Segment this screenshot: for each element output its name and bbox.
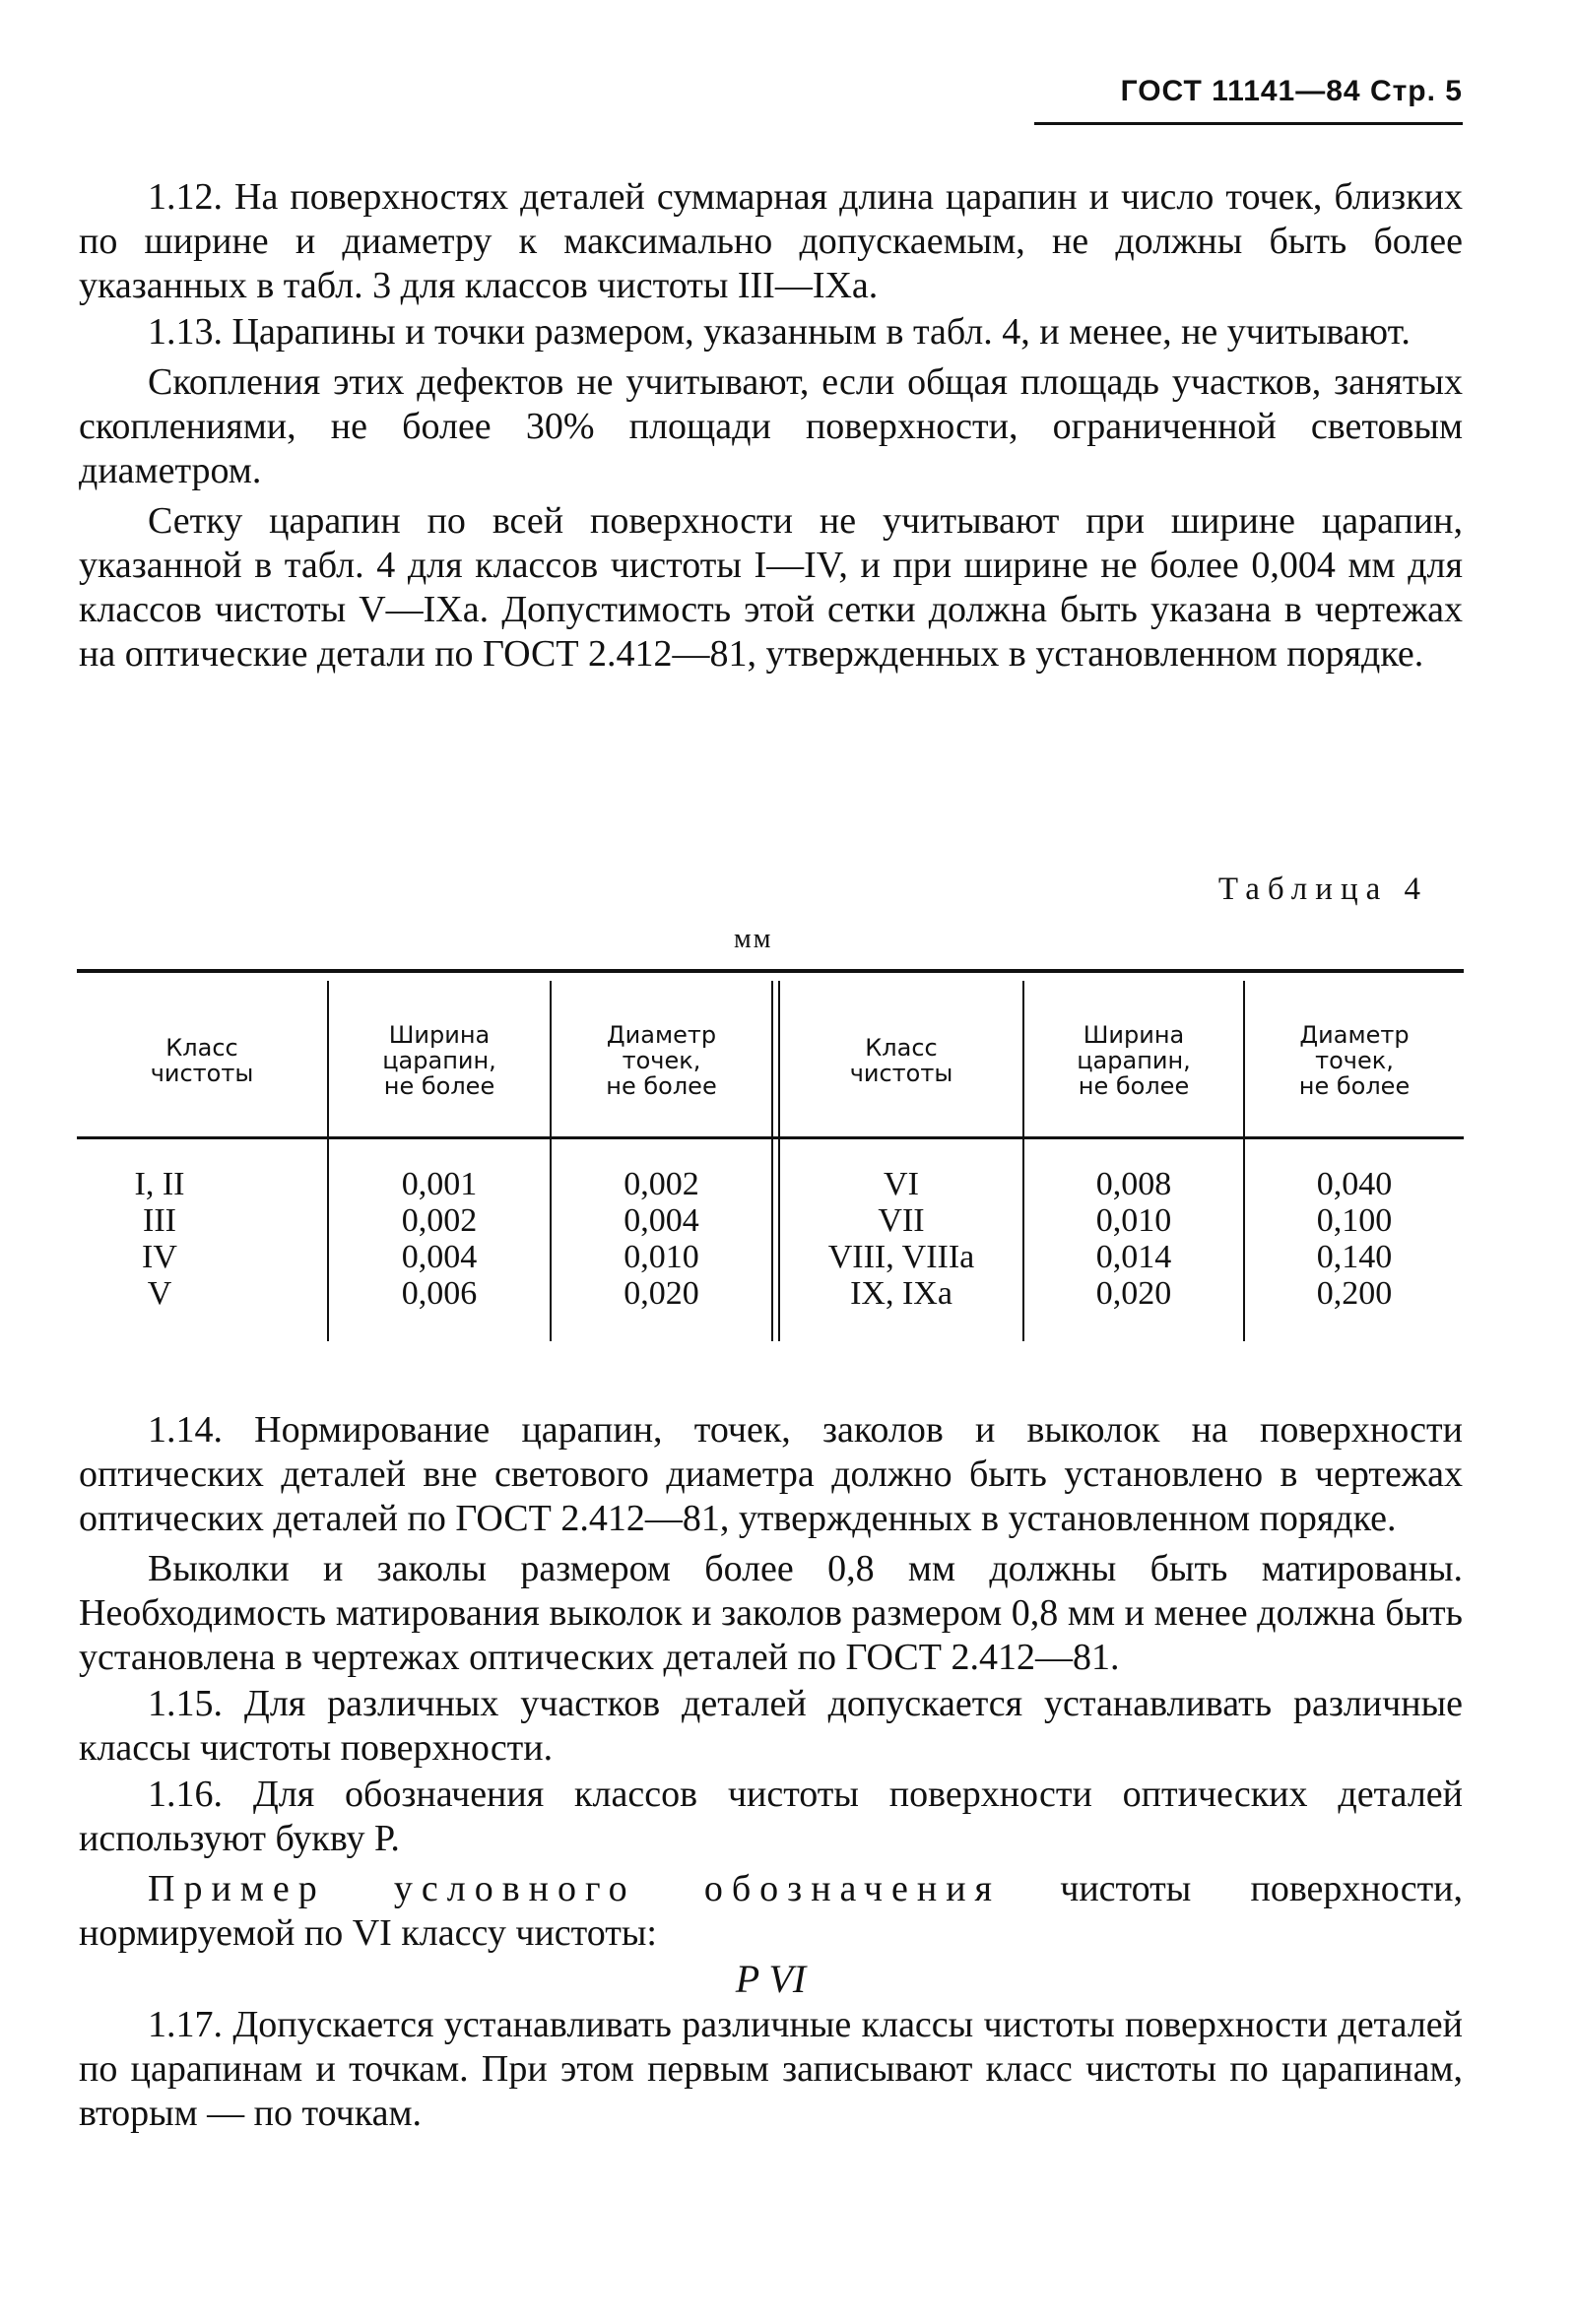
paragraph-1-13: 1.13. Царапины и точки размером, указанным в табл. 4, и менее, не учитывают. xyxy=(148,311,1411,353)
text-block-bottom xyxy=(79,1408,1463,2136)
column-point-diameter-1: 0,002 0,004 0,010 0,020 xyxy=(624,1166,699,1312)
page-header: ГОСТ 11141—84 Стр. 5 xyxy=(1120,75,1463,107)
paragraph-scratch-grid: Сетку царапин по всей поверхности не учитывают при ширине царапин, указанной в табл. 4 для классов чистоты I—IV, и при ширине не более 0,004 мм для классов чистоты V—IXa. Допустимость этой сетки должна быть указана в чертежах на оптические детали по ГОСТ 2.412—81, утвержденных в установленном порядке. xyxy=(79,500,1463,675)
column-point-diameter-2: 0,040 0,100 0,140 0,200 xyxy=(1316,1166,1393,1312)
paragraph-1-17: 1.17. Допускается устанавливать различные классы чистоты поверхности деталей по царапинам и точкам. При этом первым записывают класс чистоты по царапинам, вторым — по точкам. xyxy=(79,2004,1463,2134)
paragraph-chips: Выколки и заколы размером более 0,8 мм должны быть матированы. Необходимость матирования выколок и заколов размером 0,8 мм и менее должна быть установлена в чертежах оптических деталей по ГОСТ 2.412—81. xyxy=(79,1548,1463,1678)
table-header-rule xyxy=(77,1136,1464,1139)
table-top-rule xyxy=(77,969,1464,973)
table-caption: Таблица 4 xyxy=(1217,872,1428,907)
example-formula: P VI xyxy=(735,1957,807,2001)
header-class-2: Класс чистоты xyxy=(849,1033,953,1087)
paragraph-1-12: 1.12. На поверхностях деталей суммарная длина царапин и число точек, близких по ширине и диаметру к максимально допускаемым, не должны быть более указанных в табл. 3 для классов чистоты III—IXa. xyxy=(79,176,1463,306)
header-scratch-width-1: Ширина царапин, не более xyxy=(382,1020,496,1100)
paragraph-clusters: Скопления этих дефектов не учитывают, если общая площадь участков, занятых скоплениями, не более 30% площади поверхности, ограниченной световым диаметром. xyxy=(79,361,1463,491)
example-rest: чистоты поверхности, нормируемой по VI классу чистоты: xyxy=(79,1868,1464,1954)
paragraph-1-16: 1.16. Для обозначения классов чистоты поверхности оптических деталей используют букву Р. xyxy=(79,1774,1463,1859)
column-divider-double xyxy=(771,981,780,1341)
header-point-diameter-1: Диаметр точек, не более xyxy=(606,1020,717,1100)
column-scratch-width-2: 0,008 0,010 0,014 0,020 xyxy=(1095,1166,1172,1312)
header-rule xyxy=(1034,122,1463,125)
example-lead: Пример условного обозначения xyxy=(148,1868,1002,1909)
column-class-2: VI VII VIII, VIIIa IX, IXa xyxy=(827,1166,975,1312)
paragraph-1-14: 1.14. Нормирование царапин, точек, заколов и выколок на поверхности оптических деталей вне светового диаметра должно быть установлено в чертежах оптических деталей по ГОСТ 2.412—81, утвержденных в установленном порядке. xyxy=(79,1409,1463,1539)
text-block-top xyxy=(79,175,1463,677)
table-4 xyxy=(77,969,1464,1353)
paragraph-example xyxy=(79,1867,1463,1956)
column-scratch-width-1: 0,001 0,002 0,004 0,006 xyxy=(401,1166,478,1312)
header-point-diameter-2: Диаметр точек, не более xyxy=(1298,1020,1411,1100)
header-class-1: Класс чистоты xyxy=(150,1033,254,1087)
header-scratch-width-2: Ширина царапин, не более xyxy=(1077,1020,1191,1100)
table-unit: мм xyxy=(734,924,773,954)
column-class-1: I, II III IV V xyxy=(134,1166,185,1312)
paragraph-1-15: 1.15. Для различных участков деталей допускается устанавливать различные классы чистоты поверхности. xyxy=(79,1683,1463,1769)
